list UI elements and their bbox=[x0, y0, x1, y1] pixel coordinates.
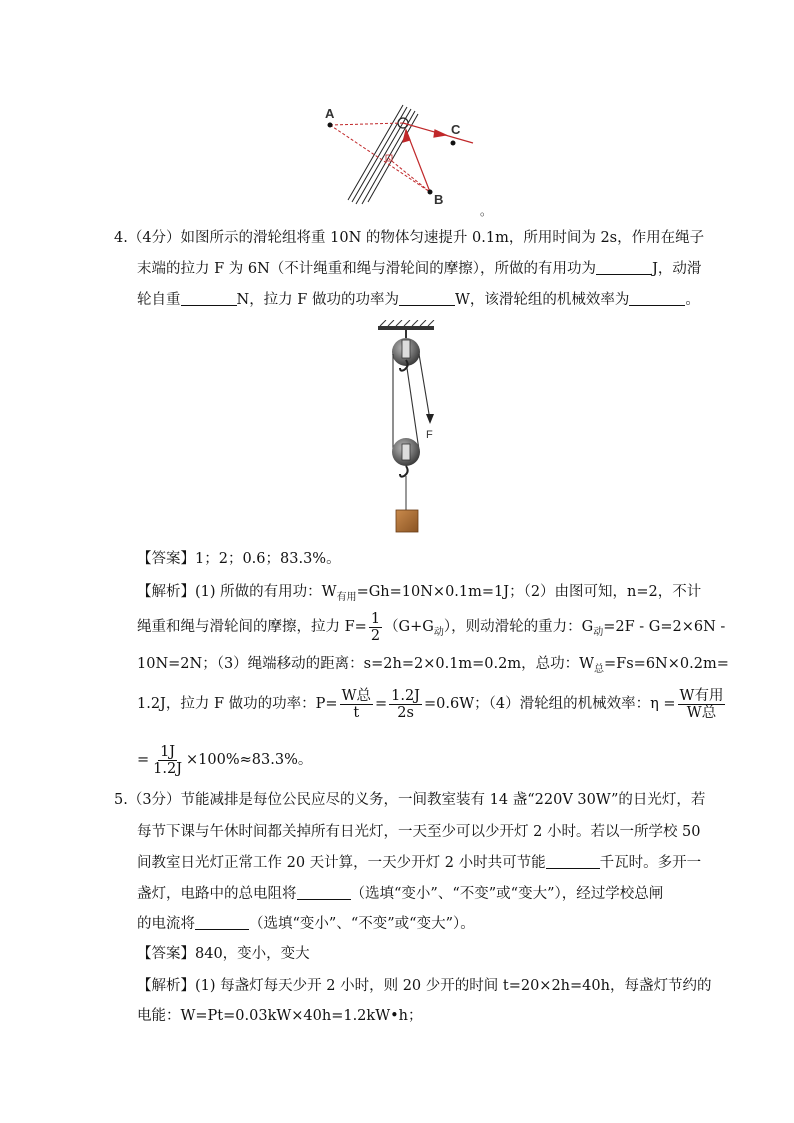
q5-explanation-2: 电能：W=Pt=0.03kW×40h=1.2kW•h； bbox=[137, 1008, 423, 1024]
q5-line-2: 每节下课与午休时间都关掉所有日光灯，一天至少可以少开灯 2 小时。若以一所学校 50 bbox=[137, 824, 701, 840]
q5-blank-3[interactable] bbox=[195, 915, 249, 930]
q4-blank-2[interactable] bbox=[181, 291, 237, 306]
q5-blank-1[interactable] bbox=[546, 854, 600, 869]
q4-blank-3[interactable] bbox=[399, 291, 455, 306]
fraction-efficiency: $\frac{\text{W有用}}{\text{W总}}$ bbox=[679, 687, 724, 721]
fraction-power-values: $\frac{1.2J}{2s}$ bbox=[391, 687, 420, 721]
fraction-efficiency-values: $\frac{1J}{1.2J}$ bbox=[153, 743, 183, 777]
q5-line-1: 5.（3分）节能减排是每位公民应尽的义务，一间教室装有 14 盏“220V 30W”的日光灯，若 bbox=[114, 792, 706, 808]
point-b bbox=[428, 190, 433, 195]
pulley-diagram bbox=[370, 320, 450, 540]
q4-explanation-4: 1.2J，拉力 F 做功的功率：P= $\frac{\text{W总}}{t}$ = $\frac{1.2J}{2s}$ =0.6W；（4）滑轮组的机械效率：η = $\frac{\text{W有用}}{\text{W总}}$ bbox=[137, 687, 724, 721]
q4-explanation-2: 绳重和绳与滑轮间的摩擦，拉力 F= $\frac{1}{2}$ $(G+G_动)$，则动滑轮的重力：$G_动=2F - G=2\times 6N$ - bbox=[137, 610, 726, 644]
q5-blank-2[interactable] bbox=[297, 885, 351, 900]
q4-explanation-1: 【解析】(1) 所做的有用功：$W_{有用}=Gh=10N\times 0.1m=1J$；（2）由图可知，n=2，不计 bbox=[137, 584, 702, 603]
q5-answer: 【答案】840，变小，变大 bbox=[137, 946, 310, 962]
q4-line-1: 4.（4分）如图所示的滑轮组将重 10N 的物体匀速提升 0.1m，所用时间为 2s，作用在绳子 bbox=[114, 230, 705, 246]
q4-line-2: 末端的拉力 F 为 6N（不计绳重和绳与滑轮间的摩擦），所做的有用功为 J，动滑 bbox=[137, 261, 702, 277]
figure-trailing-mark: 。 bbox=[480, 204, 493, 218]
q5-line-4: 盏灯，电路中的总电阻将 （选填“变小”、“不变”或“变大”），经过学校总闸 bbox=[137, 886, 664, 902]
force-label: F bbox=[426, 429, 433, 441]
fraction-half: $\frac{1}{2}$ bbox=[370, 610, 381, 644]
fraction-power: $\frac{\text{W总}}{t}$ bbox=[341, 687, 371, 721]
q4-line-3: 轮自重 N，拉力 F 做功的功率为 W，该滑轮组的机械效率为 。 bbox=[137, 292, 700, 308]
q4-blank-4[interactable] bbox=[629, 291, 685, 306]
q4-blank-1[interactable] bbox=[596, 260, 652, 275]
reflection-diagram bbox=[318, 100, 498, 220]
label-b: B bbox=[434, 192, 444, 207]
q5-line-3: 间教室日光灯正常工作 20 天计算，一天少开灯 2 小时共可节能 千瓦时。多开一 bbox=[137, 855, 702, 871]
q5-explanation-1: 【解析】(1) 每盏灯每天少开 2 小时，则 20 少开的时间 t=20×2h=40h，每盏灯节约的 bbox=[137, 978, 712, 994]
label-c: C bbox=[451, 122, 461, 137]
q4-explanation-5: = $\frac{1J}{1.2J}$ ×100%≈83.3%。 bbox=[137, 743, 313, 777]
q4-explanation-3: 10N=2N；（3）绳端移动的距离：s=2h=2×0.1m=0.2m，总功：$W_总=Fs=6N\times 0.2m=$ bbox=[137, 656, 729, 675]
point-c bbox=[451, 141, 456, 146]
label-a: A bbox=[325, 106, 335, 121]
point-a bbox=[328, 123, 333, 128]
q5-line-5: 的电流将 （选填“变小”、“不变”或“变大”）。 bbox=[137, 916, 475, 932]
q4-answer: 【答案】1；2；0.6；83.3%。 bbox=[137, 551, 341, 567]
